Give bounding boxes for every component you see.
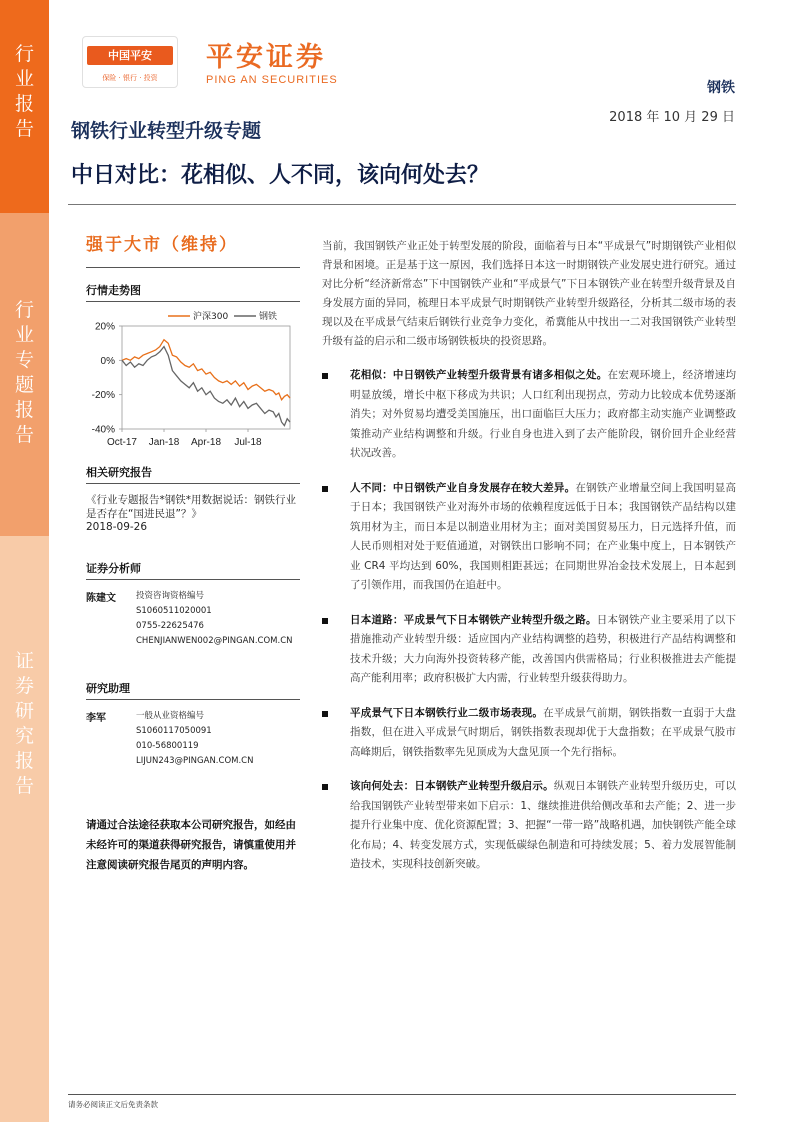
analyst-email[interactable]: CHENJIANWEN002@PINGAN.COM.CN xyxy=(136,636,293,646)
bullet-item xyxy=(322,611,736,689)
assistant-section-title: 研究助理 xyxy=(86,682,130,695)
analyst-section-title: 证券分析师 xyxy=(86,562,141,575)
securities-logo-english: PING AN SECURITIES xyxy=(206,74,338,86)
left-column xyxy=(86,216,300,875)
industry-label: 钢铁 xyxy=(707,80,735,96)
report-type: 钢铁行业转型升级专题 xyxy=(71,120,262,142)
bullet-body: 在钢铁产业增量空间上我国明显高于日本；我国钢铁产业对海外市场的依赖程度远低于日本；我国钢铁产品结构以建筑用材为主，而日本是以制造业用材为主；面对美国贸易压力，日元选择升值，而人民币则相对处于贬值通道，对钢铁出口影响不同；在产业集中度上，日本钢铁产业 CR4 平均达到 60%，我国则相距甚远；在同期世界冶金技术发展上，日本起到了引领作用，而我国仍在追赶中。 xyxy=(350,481,737,591)
bullet-item xyxy=(322,704,736,763)
analyst-license-number: S1060511020001 xyxy=(136,606,212,616)
x-tick-label: Apr-18 xyxy=(190,437,222,448)
assistant-license-number: S1060117050091 xyxy=(136,726,212,736)
assistant-name: 李军 xyxy=(86,713,106,724)
sidebar-label-report: 行业报告 xyxy=(14,43,34,140)
bullet-text xyxy=(350,777,736,875)
analyst-section-divider xyxy=(86,579,300,580)
x-tick-label: Jul-18 xyxy=(234,437,262,448)
analyst-info xyxy=(136,589,300,649)
series-line-steel xyxy=(122,347,290,426)
y-tick-label: -40% xyxy=(91,424,115,436)
chart-section-divider xyxy=(86,301,300,302)
y-tick-label: 20% xyxy=(94,321,115,333)
sidebar-band-special xyxy=(0,213,49,536)
bullet-heading: 该向何处去：日本钢铁产业转型升级启示。 xyxy=(350,780,554,792)
trend-chart xyxy=(86,306,296,456)
legal-notice: 请通过合法途径获取本公司研究报告，如经由未经许可的渠道获得研究报告，请慎重使用并注意阅读研究报告尾页的声明内容。 xyxy=(86,819,296,871)
intro-paragraph: 当前，我国钢铁产业正处于转型发展的阶段，面临着与日本“平成景气”时期钢铁产业相似背景和困境。正是基于这一原因，我们选择日本这一时期钢铁产业发展史进行研究。通过对比分析“经济新常态”下中国钢铁产业和“平成景气”下日本钢铁产业在转型升级背景及自身发展方面的异同，梳理日本平成景气时期钢铁产业转型升级路径，分析其二级市场的表现以及在平成景气结束后钢铁行业竞争力变化，希冀能从中找出一二对我国钢铁产业转型升级有益的启示和二级市场钢铁板块的投资思路。 xyxy=(322,240,736,347)
sidebar-band-research xyxy=(0,536,49,1122)
bullet-body: 在平成景气前期，钢铁指数一直弱于大盘指数，但在进入平成景气时期后，钢铁指数表现却优于大盘指数；在平成景气股市高峰期后，钢铁指数率先见顶成为大盘见顶一个先行指标。 xyxy=(350,706,737,758)
x-tick-label: Jan-18 xyxy=(148,437,180,448)
header-divider xyxy=(68,204,736,205)
report-date: 2018 年 10 月 29 日 xyxy=(609,110,735,125)
bullet-item xyxy=(322,777,736,875)
analyst-phone: 0755-22625476 xyxy=(136,621,204,631)
related-section-title: 相关研究报告 xyxy=(86,466,152,479)
bullet-body: 纵观日本钢铁产业转型升级历史，可以给我国钢铁产业转型带来如下启示：1、继续推进供给侧改革和去产能；2、进一步提升行业集中度、优化资源配置；3、把握“一带一路”战略机遇，加快钢铁产能全球化布局；4、转变发展方式，实现低碳绿色制造和可持续发展；5、着力发展智能制造技术，实现科技创新突破。 xyxy=(350,780,737,870)
assistant-email[interactable]: LIJUN243@PINGAN.COM.CN xyxy=(136,756,254,766)
bullet-square-icon xyxy=(322,366,334,464)
summary-column xyxy=(322,237,736,875)
bullet-text xyxy=(350,479,736,596)
related-section-divider xyxy=(86,483,300,484)
bullet-heading: 日本道路：平成景气下日本钢铁产业转型升级之路。 xyxy=(350,613,597,626)
logo-box-name: 中国平安 xyxy=(87,46,173,65)
legend-label: 钢铁 xyxy=(259,312,278,322)
sidebar-label-research: 证券研究报告 xyxy=(14,650,34,797)
bullet-square-icon xyxy=(322,704,334,763)
footer-divider xyxy=(68,1094,736,1095)
bullet-text xyxy=(350,704,736,763)
related-report-date: 2018-09-26 xyxy=(86,521,148,533)
bullet-heading: 平成景气下日本钢铁行业二级市场表现。 xyxy=(350,706,544,719)
bullet-square-icon xyxy=(322,479,334,596)
bullet-item xyxy=(322,366,736,464)
bullet-square-icon xyxy=(322,777,334,875)
bullet-text xyxy=(350,611,736,689)
y-tick-label: 0% xyxy=(100,355,115,367)
bullet-item xyxy=(322,479,736,596)
analyst-qualification-label: 投资咨询资格编号 xyxy=(136,591,205,601)
x-tick-label: Oct-17 xyxy=(106,437,138,448)
analyst-name: 陈建文 xyxy=(86,593,116,604)
bullet-text xyxy=(350,366,736,464)
rating: 强于大市（维持） xyxy=(86,235,238,255)
page-title: 中日对比：花相似、人不同，该向何处去？ xyxy=(71,163,490,188)
sidebar-band-report xyxy=(0,0,49,213)
y-tick-label: -20% xyxy=(91,390,115,402)
assistant-section-divider xyxy=(86,699,300,700)
logo-box-tagline: 保险 · 银行 · 投资 xyxy=(102,74,158,82)
assistant-info xyxy=(136,709,300,769)
footer-disclaimer: 请务必阅读正文后免责条款 xyxy=(68,1100,158,1109)
assistant-phone: 010-56800119 xyxy=(136,741,199,751)
analyst-entry xyxy=(86,589,300,649)
securities-logo-text: 平安证券 xyxy=(206,42,326,73)
bullet-square-icon xyxy=(322,611,334,689)
bullet-body: 在宏观环境上，经济增速均明显放缓，增长中枢下移成为共识；人口红利出现拐点，劳动力比较成本优势逐渐消失；对外贸易均遭受美国施压，出口面临巨大压力；政府都主动实施产业调整政策推动产业结构调整和升级。行业自身也进入到了去产能阶段，钢价回升企业经营状况改善。 xyxy=(350,369,736,459)
bullet-body: 日本钢铁产业主要采用了以下措施推动产业转型升级：适应国内产业结构调整的趋势，积极进行产品结构调整和技术升级；大力向海外投资转移产能，改善国内供需格局；行业积极推进去产能提高产能利用率；政府积极扩大内需，行业转型升级获得助力。 xyxy=(350,613,737,684)
related-report-title[interactable]: 《行业专题报告*钢铁*用数据说话：钢铁行业是否存在“国进民退”？》 xyxy=(86,494,296,520)
legend-label: 沪深300 xyxy=(193,312,229,322)
bullet-heading: 花相似：中日钢铁产业转型升级背景有诸多相似之处。 xyxy=(350,369,608,381)
rating-divider xyxy=(86,267,300,268)
assistant-qualification-label: 一般从业资格编号 xyxy=(136,711,205,721)
chart-section-title: 行情走势图 xyxy=(86,284,141,297)
series-line-hs300 xyxy=(122,340,290,400)
bullet-heading: 人不同：中日钢铁产业自身发展存在较大差异。 xyxy=(350,481,576,494)
sidebar-label-special: 行业专题报告 xyxy=(14,299,34,446)
assistant-entry xyxy=(86,709,300,769)
ping-an-group-logo xyxy=(82,36,178,88)
